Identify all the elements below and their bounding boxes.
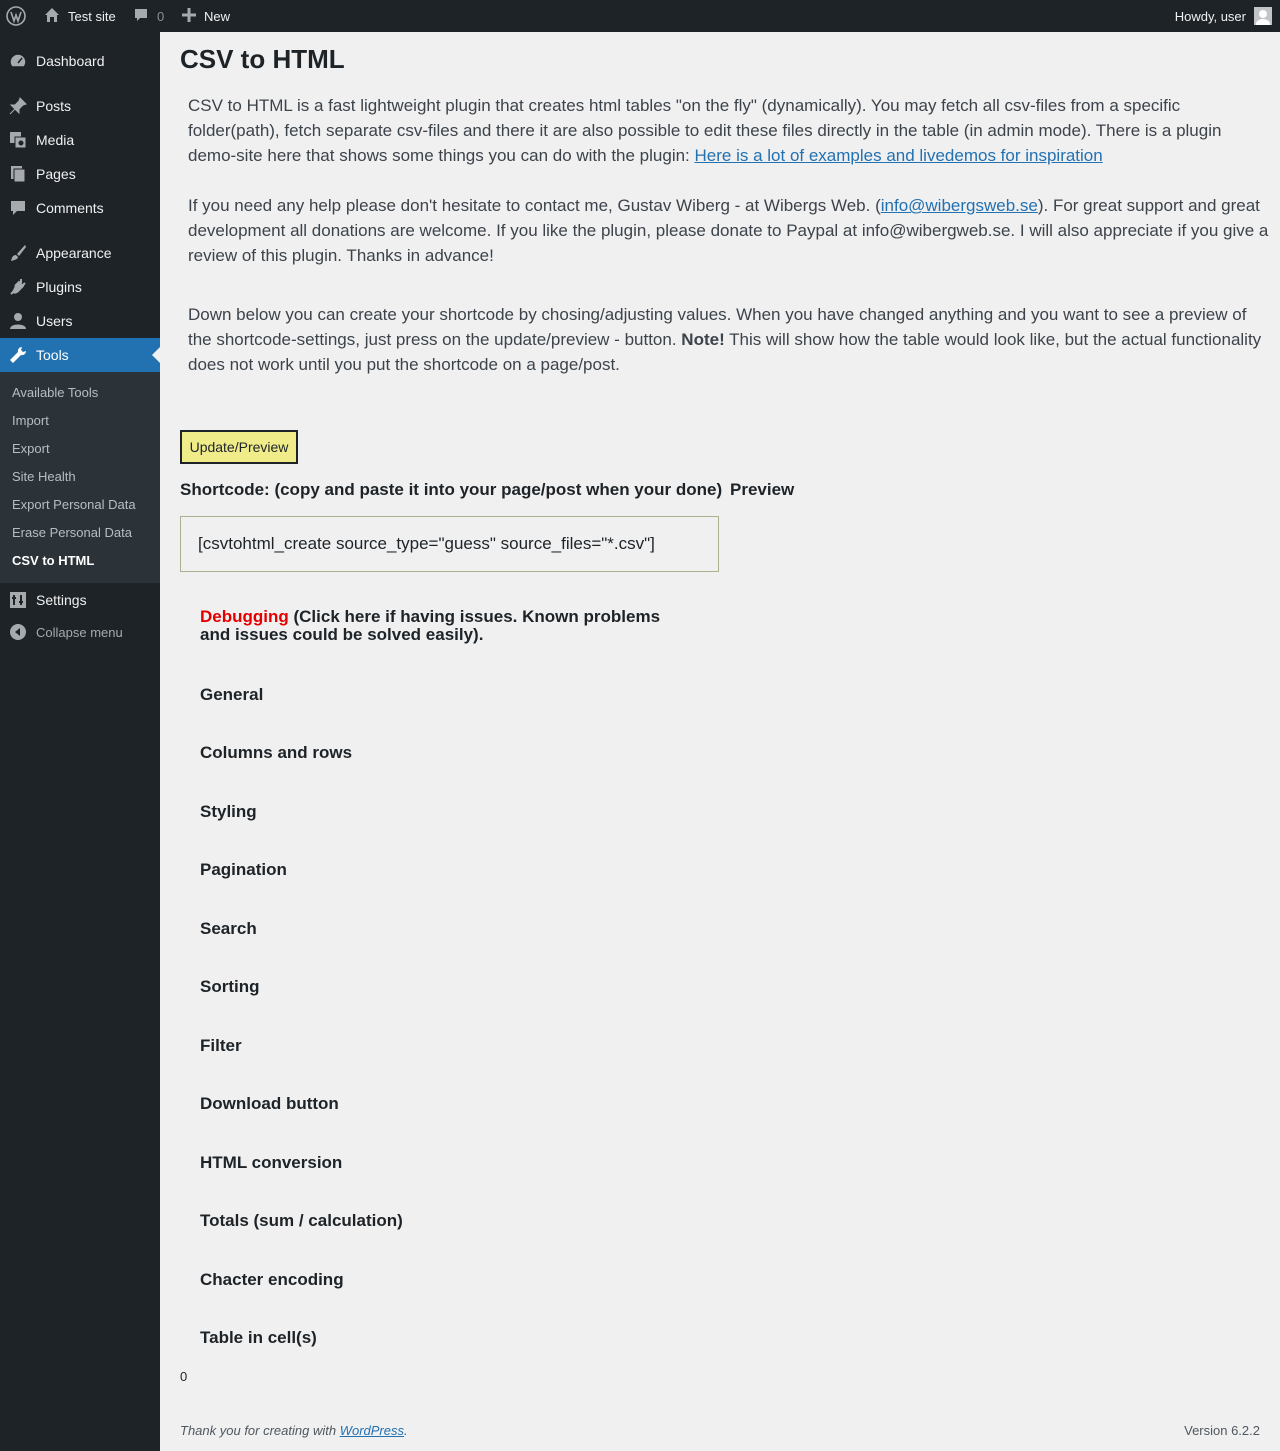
zero-value: 0 xyxy=(180,1369,188,1384)
sidebar-item-label: Tools xyxy=(36,347,69,363)
submenu-item-site-health[interactable]: Site Health xyxy=(12,469,76,484)
collapse-menu-button[interactable] xyxy=(0,615,160,649)
new-label: New xyxy=(204,8,231,24)
shortcode-field[interactable]: [csvtohtml_create source_type="guess" source_files="*.csv"] xyxy=(180,516,719,572)
instructions-text-1: Down below you can create your shortcode by chosing/adjusting values. When you have changed anything and you want to see a preview of the shortcode-settings, just press on the update/preview - button. xyxy=(188,305,1247,349)
sidebar-item-appearance[interactable] xyxy=(0,236,160,270)
plug-icon xyxy=(0,278,36,296)
comment-icon xyxy=(0,199,36,217)
howdy-label: Howdy, user xyxy=(1174,8,1246,24)
dashboard-icon xyxy=(0,52,36,70)
sidebar-item-tools[interactable] xyxy=(0,338,160,372)
settings-icon xyxy=(0,591,36,609)
section-table-in-cells[interactable]: Table in cell(s) xyxy=(200,1328,317,1347)
collapse-menu-label: Collapse menu xyxy=(36,624,123,640)
sidebar-item-dashboard[interactable] xyxy=(0,44,160,78)
admin-bar xyxy=(0,0,1280,32)
submenu-item-export[interactable]: Export xyxy=(12,441,50,456)
admin-sidebar xyxy=(0,32,160,1451)
comments-count: 0 xyxy=(157,8,165,24)
section-pagination[interactable]: Pagination xyxy=(200,860,287,879)
home-icon xyxy=(44,7,60,26)
sidebar-item-label: Pages xyxy=(36,166,76,182)
examples-link[interactable]: Here is a lot of examples and livedemos for inspiration xyxy=(694,146,1103,165)
section-html-conversion[interactable]: HTML conversion xyxy=(200,1153,343,1172)
collapse-arrow-icon xyxy=(0,623,36,641)
sidebar-item-label: Users xyxy=(36,313,73,329)
site-name-link[interactable] xyxy=(44,0,116,32)
sidebar-item-posts[interactable] xyxy=(0,89,160,123)
footer-thanks-suffix: . xyxy=(404,1423,408,1438)
footer-thanks-prefix: Thank you for creating with xyxy=(180,1423,340,1438)
tools-submenu xyxy=(0,372,160,583)
shortcode-label: Shortcode: (copy and paste it into your page/post when your done) xyxy=(180,480,723,499)
pages-icon xyxy=(0,165,36,183)
avatar xyxy=(1254,7,1272,25)
section-sorting[interactable]: Sorting xyxy=(200,977,260,996)
section-filter[interactable]: Filter xyxy=(200,1036,242,1055)
section-download-button[interactable]: Download button xyxy=(200,1094,339,1113)
sidebar-item-label: Plugins xyxy=(36,279,82,295)
section-totals[interactable]: Totals (sum / calculation) xyxy=(200,1211,403,1230)
submenu-item-erase-personal-data[interactable]: Erase Personal Data xyxy=(12,525,132,540)
footer-thanks xyxy=(180,1423,408,1438)
user-icon xyxy=(0,312,36,330)
help-text-2: ). For great support and great development all donations are welcome. If you like the plugin, please donate to Paypal at info@wibergweb.se. I will also appreciate if you give a review of this plugin. Thanks in advance! xyxy=(188,196,1269,265)
sidebar-item-comments[interactable] xyxy=(0,191,160,225)
wrench-icon xyxy=(0,346,36,364)
main-content xyxy=(160,32,1280,1451)
new-content-link[interactable] xyxy=(182,0,230,32)
wordpress-link[interactable]: WordPress xyxy=(339,1423,404,1438)
debugging-description: (Click here if having issues. Known problems and issues could be solved easily). xyxy=(200,607,661,644)
sidebar-item-label: Media xyxy=(36,132,75,148)
sidebar-item-users[interactable] xyxy=(0,304,160,338)
sidebar-item-label: Posts xyxy=(36,98,72,114)
sidebar-item-pages[interactable] xyxy=(0,157,160,191)
email-link[interactable]: info@wibergsweb.se xyxy=(880,196,1038,215)
submenu-item-export-personal-data[interactable]: Export Personal Data xyxy=(12,497,136,512)
help-paragraph xyxy=(188,193,1272,268)
submenu-item-csv-to-html[interactable]: CSV to HTML xyxy=(12,553,95,568)
intro-text: CSV to HTML is a fast lightweight plugin that creates html tables "on the fly" (dynamically). You may fetch all csv-files from a specific folder(path), fetch separate csv-files and there it are also possible to edit these files directly in the table (in admin mode). There is a plugin demo-site here that shows some things you can do with the plugin: xyxy=(188,96,1222,165)
section-styling[interactable]: Styling xyxy=(200,802,257,821)
sidebar-item-media[interactable] xyxy=(0,123,160,157)
site-name-label: Test site xyxy=(68,8,116,24)
preview-label: Preview xyxy=(730,480,795,499)
instructions-paragraph xyxy=(188,302,1272,377)
help-text-1: If you need any help please don't hesitate to contact me, Gustav Wiberg - at Wibergs Web. ( xyxy=(188,196,881,215)
sidebar-item-label: Comments xyxy=(36,200,104,216)
debugging-label: Debugging xyxy=(200,607,289,626)
page-title: CSV to HTML xyxy=(180,44,345,74)
media-icon xyxy=(0,131,36,149)
sidebar-item-label: Appearance xyxy=(36,245,112,261)
sidebar-item-plugins[interactable] xyxy=(0,270,160,304)
note-label: Note! xyxy=(681,330,725,349)
plus-icon xyxy=(182,8,196,25)
brush-icon xyxy=(0,244,36,262)
instructions-text-2: This will show how the table would look like, but the actual functionality does not work until you put the shortcode on a page/post. xyxy=(188,330,1262,374)
section-general[interactable]: General xyxy=(200,685,264,704)
pin-icon xyxy=(0,97,36,115)
intro-paragraph xyxy=(188,93,1272,168)
submenu-item-available-tools[interactable]: Available Tools xyxy=(12,385,99,400)
update-preview-button[interactable]: Update/Preview xyxy=(180,430,298,464)
section-search[interactable]: Search xyxy=(200,919,257,938)
comment-icon xyxy=(133,7,149,26)
user-account-menu[interactable] xyxy=(1175,0,1272,32)
sidebar-item-label: Dashboard xyxy=(36,53,105,69)
section-character-encoding[interactable]: Chacter encoding xyxy=(200,1270,344,1289)
submenu-item-import[interactable]: Import xyxy=(12,413,49,428)
section-columns-and-rows[interactable]: Columns and rows xyxy=(200,743,353,762)
debugging-toggle[interactable] xyxy=(200,608,670,644)
comments-link[interactable] xyxy=(133,0,164,32)
sidebar-item-label: Settings xyxy=(36,592,87,608)
wordpress-logo-icon[interactable] xyxy=(6,0,28,32)
sidebar-item-settings[interactable] xyxy=(0,583,160,617)
footer-version: Version 6.2.2 xyxy=(1184,1423,1260,1438)
